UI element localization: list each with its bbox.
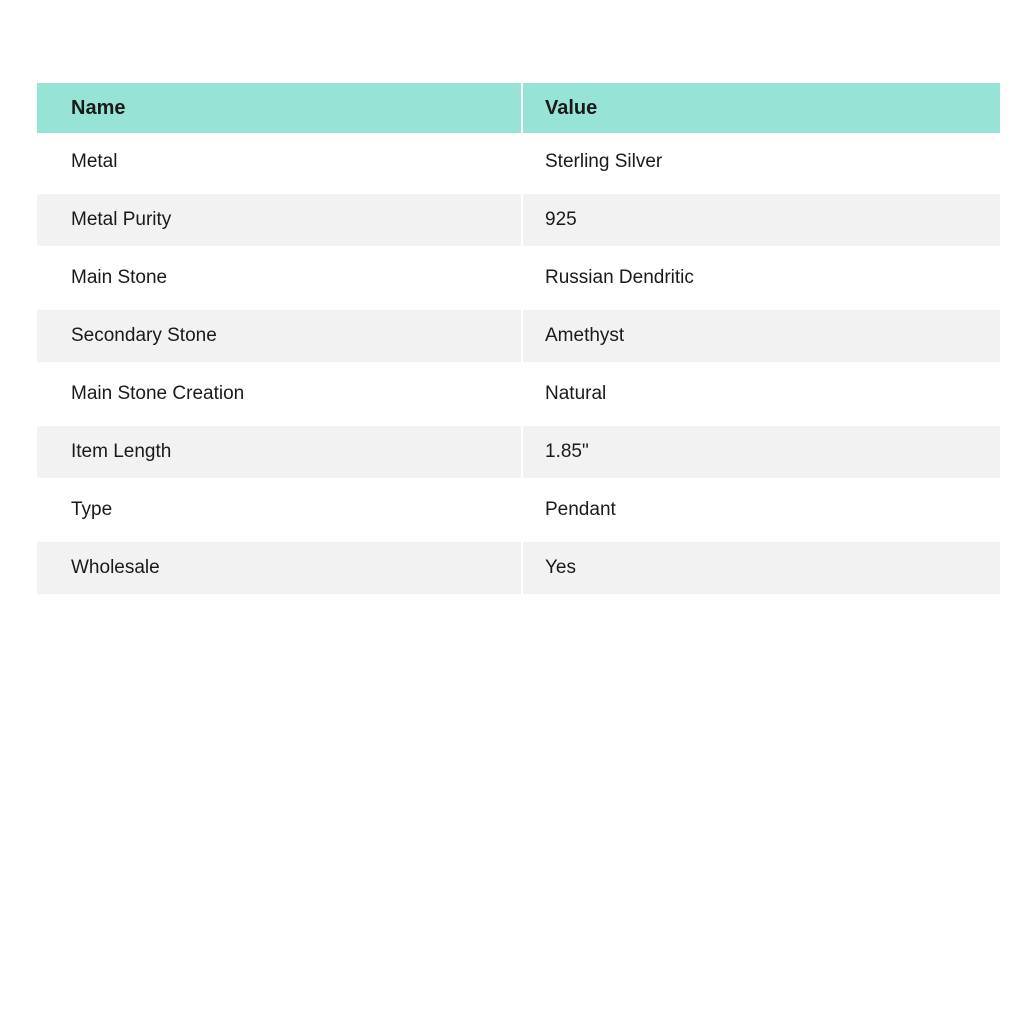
spec-name-cell: Metal Purity [37, 194, 523, 246]
spec-value-cell: Russian Dendritic [545, 267, 694, 288]
table-row [37, 365, 1000, 423]
spec-value-cell: Amethyst [545, 325, 625, 346]
table-row [37, 539, 1000, 597]
table-row [37, 423, 1000, 481]
table-row [37, 307, 1000, 365]
column-header-name: Name [37, 83, 523, 133]
table-row [37, 191, 1000, 249]
item-specifics-table [37, 83, 1000, 597]
spec-value-cell: Natural [545, 383, 607, 404]
spec-name-cell: Metal [37, 133, 523, 191]
spec-value-cell: 1.85" [545, 441, 589, 462]
table-row [37, 481, 1000, 539]
spec-name-cell: Main Stone [37, 249, 523, 307]
spec-value-cell: Yes [545, 557, 576, 578]
table-header-row [37, 83, 1000, 133]
column-header-value: Value [545, 96, 598, 119]
table-row [37, 133, 1000, 191]
spec-name-cell: Main Stone Creation [37, 365, 523, 423]
spec-name-cell: Secondary Stone [37, 310, 523, 362]
table-row [37, 249, 1000, 307]
spec-name-cell: Wholesale [37, 542, 523, 594]
spec-name-cell: Type [37, 481, 523, 539]
spec-value-cell: Sterling Silver [545, 151, 663, 172]
spec-value-cell: Pendant [545, 499, 616, 520]
spec-name-cell: Item Length [37, 426, 523, 478]
spec-value-cell: 925 [545, 209, 577, 230]
